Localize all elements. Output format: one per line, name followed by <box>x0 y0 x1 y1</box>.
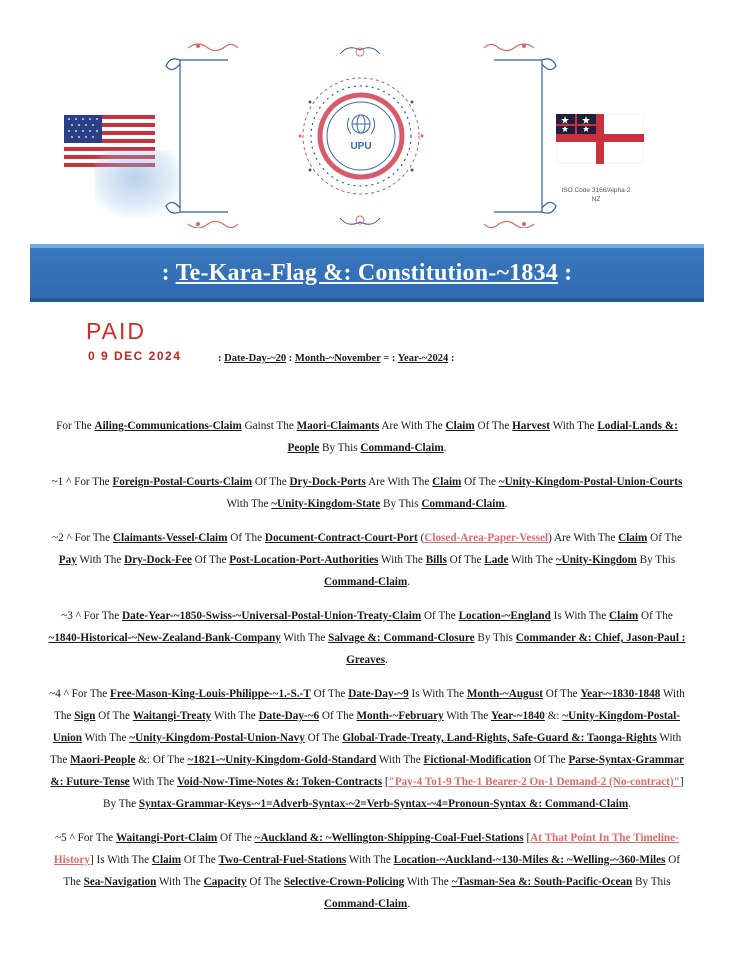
iso-code-label <box>536 186 656 204</box>
paragraph-text: &: Of The <box>135 754 188 766</box>
ornamental-header-frame <box>150 42 572 228</box>
underlined-term: Command-Claim <box>323 576 408 588</box>
paragraph-text: . <box>407 898 411 910</box>
underlined-term: Month-~February <box>356 710 444 722</box>
title-prefix: : <box>161 259 176 286</box>
paragraph-text: Of The <box>217 832 255 844</box>
dateline-day: Date-Day-~20 <box>224 353 287 364</box>
paragraph-text: Of The <box>647 532 682 544</box>
claim-paragraph <box>44 683 690 815</box>
paragraph-text: By This <box>474 632 516 644</box>
underlined-term: Command-Claim <box>323 898 408 910</box>
underlined-term: At That Point In The Timeline-History <box>53 832 679 866</box>
paragraph-text: Is With The <box>408 688 467 700</box>
underlined-term: Claim <box>151 854 182 866</box>
underlined-term: Salvage &: Command-Closure <box>328 632 475 644</box>
paragraph-text: With The <box>404 876 452 888</box>
paragraph-text: Of The <box>446 554 485 566</box>
underlined-term: Claimants-Vessel-Claim <box>112 532 228 544</box>
upu-logo-text: UPU <box>350 141 372 152</box>
paid-stamp: PAID <box>86 318 146 344</box>
underlined-term: Sea-Navigation <box>83 876 157 888</box>
underlined-term: ~1840-Historical-~New-Zealand-Bank-Company <box>48 632 281 644</box>
paragraph-text: Of The <box>95 710 133 722</box>
dateline-month: Month-~November <box>294 353 381 364</box>
underlined-term: ~Auckland &: ~Wellington-Shipping-Coal-Fuel-Stations <box>254 832 524 844</box>
paragraph-text: With The <box>54 688 685 722</box>
paragraph-text: Of The <box>310 688 349 700</box>
underlined-term: Dry-Dock-Fee <box>124 554 192 566</box>
underlined-term: Foreign-Postal-Courts-Claim <box>112 476 253 488</box>
underlined-term: ~Unity-Kingdom-Postal-Union <box>52 710 680 744</box>
underlined-term: Bills <box>425 554 447 566</box>
dateline-sep: : <box>218 353 225 364</box>
underlined-term: Harvest <box>512 420 551 432</box>
claim-paragraph <box>44 415 690 459</box>
underlined-term: Ailing-Communications-Claim <box>94 420 242 432</box>
paragraph-text: With The <box>49 732 682 766</box>
paragraph-text: Of The <box>638 610 673 622</box>
paragraph-text: ~5 ^ For The <box>55 832 116 844</box>
underlined-term: Parse-Syntax-Grammar &: Future-Tense <box>50 754 685 788</box>
document-body <box>44 415 690 927</box>
underlined-term: Year-~1840 <box>491 710 545 722</box>
underlined-term: Claim <box>432 476 462 488</box>
paragraph-text: Are With The <box>379 420 446 432</box>
dateline-year: Year-~2024 <box>397 353 449 364</box>
underlined-term: Post-Location-Port-Authorities <box>229 554 379 566</box>
underlined-term: Free-Mason-King-Louis-Philippe-~1.-S.-T <box>110 688 311 700</box>
iso-code-line: ISO Code 3166/Alpha-2 <box>561 187 631 194</box>
dateline-sep: = : <box>380 353 398 364</box>
underlined-term: ~Unity-Kingdom-State <box>271 498 381 510</box>
underlined-term: Location-~Auckland-~130-Miles &: ~Welling-~360-Miles <box>393 854 666 866</box>
paragraph-text: . <box>385 654 388 666</box>
paragraph-text: [ <box>523 832 531 844</box>
paragraph-text: Of The <box>181 854 219 866</box>
claim-paragraph <box>44 827 690 915</box>
paragraph-text: . <box>628 798 631 810</box>
paragraph-text: With The <box>346 854 394 866</box>
paragraph-text: Are With The <box>365 476 433 488</box>
title-text: Te-Kara-Flag &: Constitution-~1834 <box>175 259 558 286</box>
paragraph-text: ) Are With The <box>548 532 619 544</box>
paragraph-text: With The <box>550 420 598 432</box>
underlined-term: Pay <box>58 554 77 566</box>
underlined-term: Lade <box>484 554 509 566</box>
paragraph-text: For The <box>56 420 95 432</box>
underlined-term: ~Unity-Kingdom-Postal-Union-Courts <box>498 476 683 488</box>
paragraph-text: Of The <box>63 854 681 888</box>
underlined-term: Capacity <box>203 876 247 888</box>
paragraph-text: Of The <box>542 688 581 700</box>
underlined-term: Waitangi-Treaty <box>132 710 212 722</box>
paragraph-text: [ <box>382 776 389 788</box>
center-bottom-flourish <box>340 216 380 224</box>
paragraph-text: ~4 ^ For The <box>49 688 111 700</box>
paragraph-text: Of The <box>304 732 343 744</box>
paragraph-text: Of The <box>474 420 513 432</box>
underlined-term: Global-Trade-Treaty, Land-Rights, Safe-Guard &: Taonga-Rights <box>342 732 657 744</box>
underlined-term: Claim <box>608 610 639 622</box>
underlined-term: Month-~August <box>466 688 543 700</box>
underlined-term: Waitangi-Port-Claim <box>115 832 218 844</box>
paragraph-text: &: <box>544 710 563 722</box>
underlined-term: Year-~1830-1848 <box>580 688 661 700</box>
center-top-flourish <box>340 48 380 56</box>
paragraph-text: ] Is With The <box>89 854 152 866</box>
paragraph-text: By This <box>636 554 676 566</box>
underlined-term: Command-Claim <box>421 498 505 510</box>
paragraph-text: By This <box>380 498 422 510</box>
title-suffix: : <box>557 259 573 286</box>
paragraph-text: ~2 ^ For The <box>52 532 113 544</box>
date-line <box>218 353 454 364</box>
underlined-term: Claim <box>445 420 475 432</box>
underlined-term: Closed-Area-Paper-Vessel <box>424 532 549 544</box>
underlined-term: Date-Day-~6 <box>258 710 320 722</box>
paragraph-text: Of The <box>191 554 230 566</box>
paragraph-text: With The <box>76 554 125 566</box>
underlined-term: Syntax-Grammar-Keys-~1=Adverb-Syntax-~2=Verb-Syntax-~4=Pronoun-Syntax &: Command-Claim <box>138 798 629 810</box>
underlined-term: Dry-Dock-Ports <box>289 476 366 488</box>
paragraph-text: By This <box>632 876 671 888</box>
underlined-term: Fictional-Modification <box>423 754 532 766</box>
te-kara-flag-icon <box>556 114 644 164</box>
document-title <box>162 260 573 287</box>
paragraph-text: With The <box>508 554 556 566</box>
paragraph-text: Is With The <box>550 610 609 622</box>
paragraph-text: With The <box>378 554 426 566</box>
underlined-term: Commander &: Chief, Jason-Paul : Greaves <box>346 632 686 666</box>
paragraph-text: Of The <box>252 476 290 488</box>
paragraph-text: ~1 ^ For The <box>51 476 113 488</box>
underlined-term: ~Unity-Kingdom <box>555 554 637 566</box>
underlined-term: Two-Central-Fuel-Stations <box>218 854 347 866</box>
upu-medallion <box>303 78 419 194</box>
underlined-term: Location-~England <box>458 610 551 622</box>
underlined-term: ~Tasman-Sea &: South-Pacific-Ocean <box>451 876 633 888</box>
paragraph-text: Of The <box>246 876 284 888</box>
claim-paragraph <box>44 605 690 671</box>
underlined-term: Claim <box>618 532 648 544</box>
paragraph-text: Of The <box>421 610 459 622</box>
paragraph-text: With The <box>156 876 204 888</box>
paragraph-text: . <box>504 498 508 510</box>
claim-paragraph <box>44 527 690 593</box>
dateline-sep: : <box>448 353 455 364</box>
underlined-term: Selective-Crown-Policing <box>283 876 405 888</box>
underlined-term: ~Unity-Kingdom-Postal-Union-Navy <box>129 732 305 744</box>
underlined-term: Date-Day-~9 <box>348 688 409 700</box>
underlined-term: Sign <box>74 710 96 722</box>
underlined-term: Command-Claim <box>360 442 444 454</box>
underlined-term: Date-Year-~1850-Swiss-~Universal-Postal-Union-Treaty-Claim <box>122 610 422 622</box>
stamp-date: 0 9 DEC 2024 <box>88 349 182 363</box>
thumbprint-smudge <box>95 150 185 220</box>
underlined-term: ~1821-~Unity-Kingdom-Gold-Standard <box>187 754 377 766</box>
dateline-sep: : <box>286 353 295 364</box>
title-banner <box>30 244 704 302</box>
paragraph-text: ( <box>417 532 425 544</box>
underlined-term: Document-Contract-Court-Port <box>264 532 418 544</box>
paragraph-text: ~3 ^ For The <box>61 610 123 622</box>
paragraph-text: With The <box>226 498 272 510</box>
underlined-term: "Pay-4 To1-9 The-1 Bearer-2 On-1 Demand-2 (No-contract)" <box>388 776 680 788</box>
paragraph-text: With The <box>376 754 424 766</box>
paragraph-text: Of The <box>227 532 265 544</box>
paragraph-text: ] By The <box>103 776 684 810</box>
underlined-term: Lodial-Lands &: People <box>287 420 678 454</box>
paragraph-text: Gainst The <box>241 420 297 432</box>
paragraph-text: . <box>443 442 447 454</box>
claim-paragraph <box>44 471 690 515</box>
underlined-term: Maori-People <box>70 754 136 766</box>
paragraph-text: Of The <box>319 710 357 722</box>
paragraph-text: With The <box>211 710 259 722</box>
paragraph-text: With The <box>280 632 329 644</box>
paragraph-text: With The <box>81 732 130 744</box>
paragraph-text: . <box>407 576 411 588</box>
iso-country-line: NZ <box>591 196 601 203</box>
underlined-term: Maori-Claimants <box>296 420 380 432</box>
paragraph-text: Of The <box>531 754 569 766</box>
paragraph-text: By This <box>319 442 361 454</box>
paragraph-text: Of The <box>461 476 499 488</box>
underlined-term: Void-Now-Time-Notes &: Token-Contracts <box>176 776 383 788</box>
paragraph-text: With The <box>443 710 492 722</box>
paragraph-text: With The <box>129 776 177 788</box>
